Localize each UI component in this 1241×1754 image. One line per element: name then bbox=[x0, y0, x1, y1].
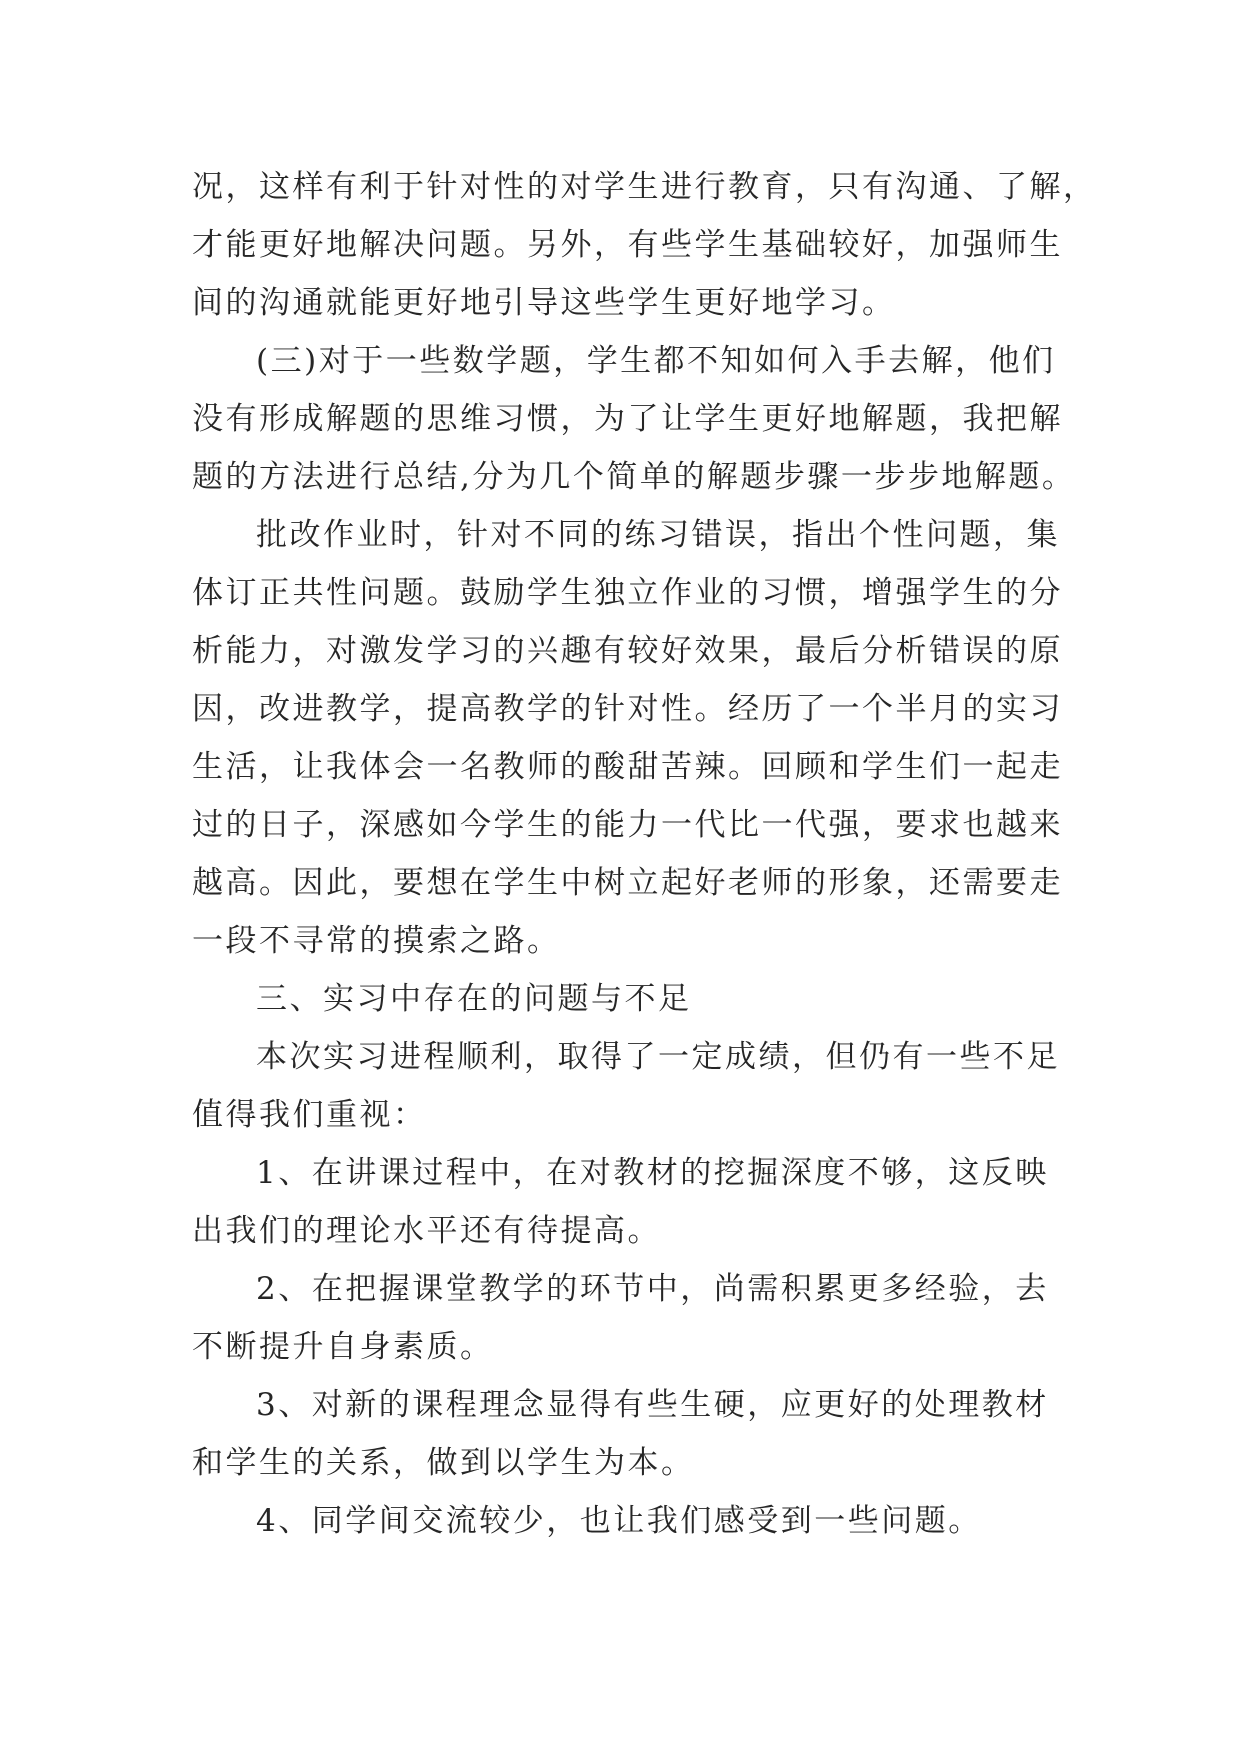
section-heading: 三、实习中存在的问题与不足 bbox=[256, 981, 692, 1017]
list-item: 1、在讲课过程中，在对教材的挖掘深度不够，这反映 bbox=[256, 1155, 1049, 1191]
text-line: 间的沟通就能更好地引导这些学生更好地学习。 bbox=[192, 285, 896, 321]
list-item: 4、同学间交流较少，也让我们感受到一些问题。 bbox=[256, 1503, 982, 1539]
text-line: 不断提升自身素质。 bbox=[192, 1329, 494, 1365]
text-line: 值得我们重视： bbox=[192, 1097, 427, 1133]
text-line: 因，改进教学，提高教学的针对性。经历了一个半月的实习 bbox=[192, 691, 1063, 727]
text-line: 和学生的关系，做到以学生为本。 bbox=[192, 1445, 695, 1481]
text-line: 况，这样有利于针对性的对学生进行教育，只有沟通、了解， bbox=[192, 169, 1097, 205]
text-line: 批改作业时，针对不同的练习错误，指出个性问题，集 bbox=[256, 517, 1060, 553]
text-line: 没有形成解题的思维习惯，为了让学生更好地解题，我把解 bbox=[192, 401, 1063, 437]
text-line: (三)对于一些数学题，学生都不知如何入手去解，他们 bbox=[256, 343, 1056, 379]
text-line: 过的日子，深感如今学生的能力一代比一代强，要求也越来 bbox=[192, 807, 1063, 843]
text-line: 题的方法进行总结,分为几个简单的解题步骤一步步地解题。 bbox=[192, 459, 1076, 495]
text-line: 越高。因此，要想在学生中树立起好老师的形象，还需要走 bbox=[192, 865, 1063, 901]
list-item: 3、对新的课程理念显得有些生硬，应更好的处理教材 bbox=[256, 1387, 1049, 1423]
text-line: 析能力，对激发学习的兴趣有较好效果，最后分析错误的原 bbox=[192, 633, 1063, 669]
text-line: 一段不寻常的摸索之路。 bbox=[192, 923, 561, 959]
list-item: 2、在把握课堂教学的环节中，尚需积累更多经验，去 bbox=[256, 1271, 1049, 1307]
text-line: 才能更好地解决问题。另外，有些学生基础较好，加强师生 bbox=[192, 227, 1063, 263]
text-line: 本次实习进程顺利，取得了一定成绩，但仍有一些不足 bbox=[256, 1039, 1060, 1075]
text-line: 出我们的理论水平还有待提高。 bbox=[192, 1213, 661, 1249]
text-line: 体订正共性问题。鼓励学生独立作业的习惯，增强学生的分 bbox=[192, 575, 1063, 611]
text-line: 生活，让我体会一名教师的酸甜苦辣。回顾和学生们一起走 bbox=[192, 749, 1063, 785]
document-body bbox=[192, 158, 1097, 1550]
